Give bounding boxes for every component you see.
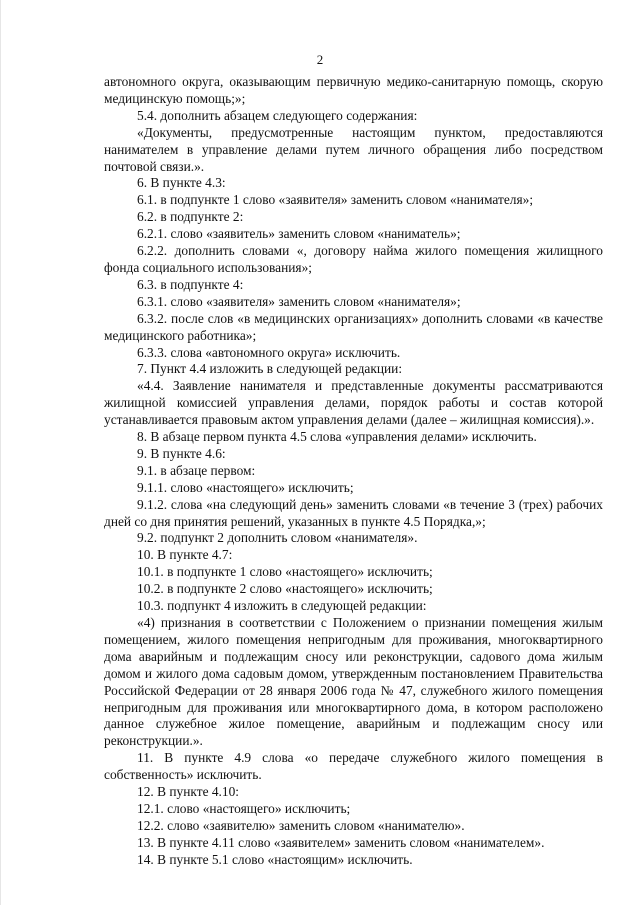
paragraph: 9.2. подпункт 2 дополнить словом «нанимателя». (137, 530, 418, 546)
paragraph: 6.3. в подпункте 4: (137, 276, 244, 292)
paragraph: 6.2. в подпункте 2: (137, 209, 244, 225)
paragraph: 6.1. в подпункте 1 слово «заявителя» заменить словом «нанимателя»; (137, 192, 534, 208)
paragraph: 8. В абзаце первом пункта 4.5 слова «управления делами» исключить. (137, 429, 537, 445)
paragraph: 6.3.3. слова «автономного округа» исключить. (137, 344, 401, 360)
paragraph: 10.3. подпункт 4 изложить в следующей редакции: (137, 598, 427, 614)
paragraph: «4.4. Заявление нанимателя и представленные документы рассматриваются жилищной комиссией управления делами, порядок работы и состав которой устанавливается правовым актом управления делами (далее – жилищная комиссия).». (104, 378, 603, 428)
paragraph: 10. В пункте 4.7: (137, 547, 233, 563)
paragraph: 13. В пункте 4.11 слово «заявителем» заменить словом «нанимателем». (137, 834, 545, 850)
paragraph: 11. В пункте 4.9 слова «о передаче служебного жилого помещения в собственность» исключить. (104, 750, 603, 783)
paragraph: 9.1. в абзаце первом: (137, 462, 256, 478)
paragraph: 12.2. слово «заявителю» заменить словом «нанимателю». (137, 817, 465, 833)
paragraph: 6.3.1. слово «заявителя» заменить словом «нанимателя»; (137, 293, 461, 309)
paragraph: 10.1. в подпункте 1 слово «настоящего» исключить; (137, 564, 433, 580)
paragraph: 9.1.2. слова «на следующий день» заменить словами «в течение 3 (трех) рабочих дней со дня принятия решений, указанных в пункте 4.5 Порядка,»; (104, 496, 603, 529)
paragraph: 6.3.2. после слов «в медицинских организациях» дополнить словами «в качестве медицинского работника»; (104, 310, 603, 343)
paragraph: 14. В пункте 5.1 слово «настоящим» исключить. (137, 851, 413, 867)
paragraph: 6.2.1. слово «заявитель» заменить словом «наниматель»; (137, 226, 461, 242)
paragraph: 6.2.2. дополнить словами «, договору найма жилого помещения жилищного фонда социального использования»; (104, 243, 603, 275)
paragraph: 9. В пункте 4.6: (137, 445, 226, 461)
paragraph: 7. Пункт 4.4 изложить в следующей редакции: (137, 361, 403, 377)
paragraph: 5.4. дополнить абзацем следующего содержания: (137, 107, 418, 123)
paragraph: 9.1.1. слово «настоящего» исключить; (137, 479, 354, 495)
paragraph: автономного округа, оказывающим первичную медико-санитарную помощь, скорую медицинскую помощь;»; (104, 74, 603, 106)
paragraph: 6. В пункте 4.3: (137, 175, 226, 191)
paragraph: 12.1. слово «настоящего» исключить; (137, 800, 351, 816)
paragraph: «4) признания в соответствии с Положением о признании помещения жилым помещением, жилого помещения непригодным для проживания, многоквартирного дома аварийным и подлежащим сносу или реконструкции, садового дома жилым домом и жилого дома садовым домом, утвержденным постановлением Правительства Российской Федерации от 28 января 2006 года № 47, служебного жилого помещения непригодным для проживания или многоквартирного дома, в котором расположено данное служебное жилое помещение, аварийным и подлежащим сносу или реконструкции.». (104, 615, 603, 749)
document-body (104, 74, 603, 869)
paragraph: 12. В пункте 4.10: (137, 784, 240, 800)
paragraph: 10.2. в подпункте 2 слово «настоящего» исключить; (137, 581, 433, 597)
paragraph: «Документы, предусмотренные настоящим пунктом, предоставляются нанимателем в управление делами путем личного обращения либо посредством почтовой связи.». (104, 124, 603, 174)
page-number: 2 (316, 52, 324, 67)
page-edge (0, 0, 1, 905)
